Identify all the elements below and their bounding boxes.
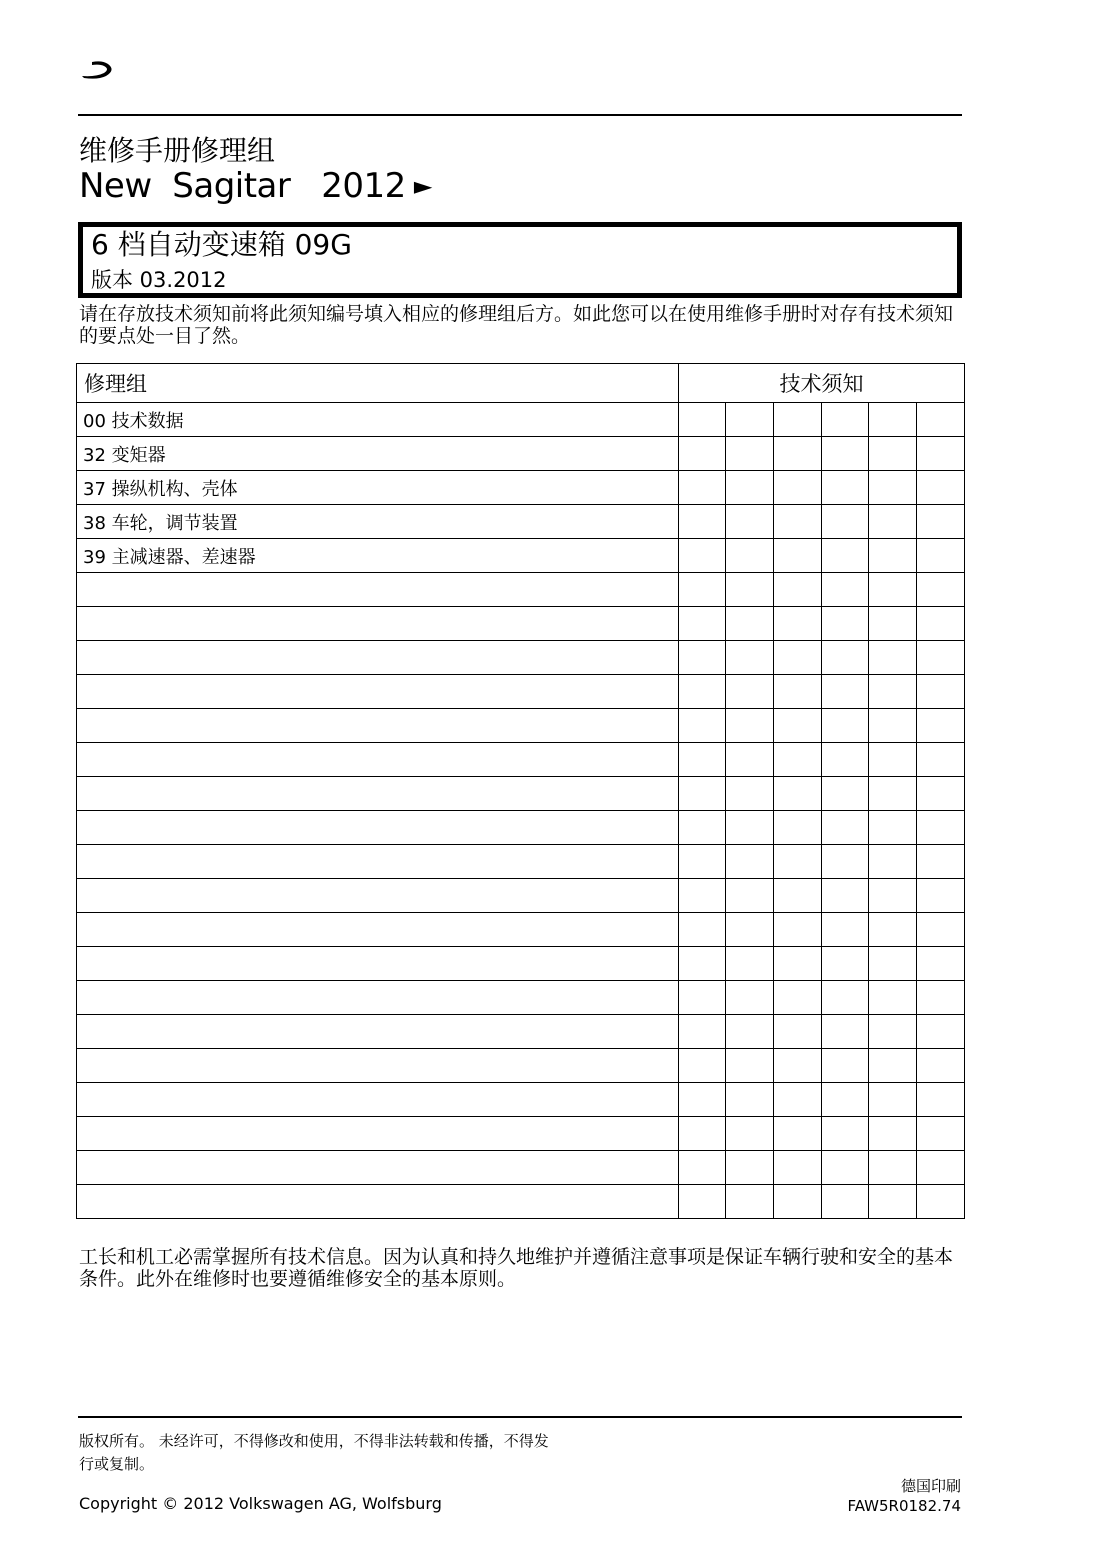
technical-note-cell[interactable]	[917, 845, 965, 879]
table-row	[77, 879, 965, 913]
technical-note-cell[interactable]	[726, 437, 774, 471]
technical-note-cell[interactable]	[917, 777, 965, 811]
technical-note-cell[interactable]	[726, 1185, 774, 1219]
repair-group-cell	[77, 1083, 679, 1117]
technical-note-cell[interactable]	[774, 1151, 822, 1185]
technical-note-cell[interactable]	[869, 811, 917, 845]
technical-note-cell[interactable]	[774, 845, 822, 879]
technical-note-cell[interactable]	[822, 607, 869, 641]
technical-note-cell[interactable]	[822, 709, 869, 743]
technical-note-cell[interactable]	[726, 743, 774, 777]
technical-note-cell[interactable]	[869, 437, 917, 471]
technical-note-cell[interactable]	[679, 1185, 726, 1219]
table-row	[77, 471, 965, 505]
technical-note-cell[interactable]	[822, 675, 869, 709]
technical-note-cell[interactable]	[774, 505, 822, 539]
repair-group-cell	[77, 1049, 679, 1083]
technical-note-cell[interactable]	[917, 437, 965, 471]
repair-group-cell	[77, 845, 679, 879]
technical-note-cell[interactable]	[869, 1049, 917, 1083]
technical-note-cell[interactable]	[774, 471, 822, 505]
technical-note-cell[interactable]	[917, 1049, 965, 1083]
technical-note-cell[interactable]	[917, 1151, 965, 1185]
technical-note-cell[interactable]	[774, 1015, 822, 1049]
technical-note-cell[interactable]	[774, 641, 822, 675]
manual-title-box	[78, 222, 962, 298]
technical-note-cell[interactable]	[774, 437, 822, 471]
technical-note-cell[interactable]	[869, 1117, 917, 1151]
technical-note-cell[interactable]	[679, 675, 726, 709]
technical-note-cell[interactable]	[917, 1185, 965, 1219]
technical-note-cell[interactable]	[679, 505, 726, 539]
table-row	[77, 573, 965, 607]
technical-note-cell[interactable]	[726, 607, 774, 641]
technical-note-cell[interactable]	[726, 641, 774, 675]
technical-note-cell[interactable]	[679, 1015, 726, 1049]
technical-note-cell[interactable]	[822, 573, 869, 607]
technical-note-cell[interactable]	[726, 879, 774, 913]
table-row	[77, 913, 965, 947]
technical-note-cell[interactable]	[822, 539, 869, 573]
table-row	[77, 1083, 965, 1117]
table-row	[77, 777, 965, 811]
technical-note-cell[interactable]	[726, 1015, 774, 1049]
technical-note-cell[interactable]	[822, 641, 869, 675]
technical-note-cell[interactable]	[822, 403, 869, 437]
repair-group-cell	[77, 675, 679, 709]
series-title: 维修手册修理组	[79, 134, 276, 167]
table-row	[77, 1049, 965, 1083]
table-row	[77, 641, 965, 675]
table-row	[77, 709, 965, 743]
repair-group-cell	[77, 743, 679, 777]
technical-note-cell[interactable]	[679, 1117, 726, 1151]
table-row	[77, 981, 965, 1015]
repair-group-cell	[77, 1185, 679, 1219]
technical-note-cell[interactable]	[822, 981, 869, 1015]
technical-note-cell[interactable]	[679, 913, 726, 947]
technical-note-cell[interactable]	[726, 505, 774, 539]
repair-group-cell: 38 车轮，调节装置	[77, 505, 679, 539]
technical-note-cell[interactable]	[679, 1083, 726, 1117]
table-header-row	[77, 364, 965, 403]
repair-group-table	[76, 363, 965, 1219]
technical-note-cell[interactable]	[822, 505, 869, 539]
technical-note-cell[interactable]	[679, 811, 726, 845]
technical-note-cell[interactable]	[917, 641, 965, 675]
model-title	[79, 166, 432, 209]
technical-note-cell[interactable]	[679, 607, 726, 641]
technical-note-cell[interactable]	[917, 811, 965, 845]
repair-group-cell	[77, 1117, 679, 1151]
header-rule	[78, 114, 962, 116]
technical-note-cell[interactable]	[726, 709, 774, 743]
technical-note-cell[interactable]	[774, 879, 822, 913]
technical-note-cell[interactable]	[774, 1117, 822, 1151]
technical-note-cell[interactable]	[869, 777, 917, 811]
technical-note-cell[interactable]	[822, 1151, 869, 1185]
rights-notice-line1: 版权所有。 未经许可，不得修改和使用，不得非法转载和传播，不得发	[79, 1432, 549, 1450]
technical-note-cell[interactable]	[774, 403, 822, 437]
technical-note-cell[interactable]	[869, 947, 917, 981]
technical-note-cell[interactable]	[822, 743, 869, 777]
technical-note-cell[interactable]	[726, 539, 774, 573]
repair-group-cell	[77, 777, 679, 811]
technical-note-cell[interactable]	[726, 777, 774, 811]
technical-note-cell[interactable]	[774, 981, 822, 1015]
technical-note-cell[interactable]	[726, 845, 774, 879]
technical-note-cell[interactable]	[869, 471, 917, 505]
technical-note-cell[interactable]	[822, 1015, 869, 1049]
repair-group-cell: 37 操纵机构、壳体	[77, 471, 679, 505]
technical-note-cell[interactable]	[726, 1049, 774, 1083]
technical-note-cell[interactable]	[726, 981, 774, 1015]
technical-note-cell[interactable]	[679, 437, 726, 471]
technical-note-cell[interactable]	[869, 845, 917, 879]
closing-text: 工长和机工必需掌握所有技术信息。因为认真和持久地维护并遵循注意事项是保证车辆行驶和安全的基本条件。此外在维修时也要遵循维修安全的基本原则。	[79, 1246, 954, 1290]
technical-note-cell[interactable]	[869, 403, 917, 437]
technical-note-cell[interactable]	[869, 879, 917, 913]
technical-note-cell[interactable]	[774, 573, 822, 607]
technical-note-cell[interactable]	[917, 505, 965, 539]
header-repair-group: 修理组	[77, 364, 679, 403]
technical-note-cell[interactable]	[822, 845, 869, 879]
table-row	[77, 1117, 965, 1151]
technical-note-cell[interactable]	[869, 641, 917, 675]
repair-group-cell	[77, 1015, 679, 1049]
continue-arrow-icon: ►	[413, 172, 432, 200]
technical-note-cell[interactable]	[869, 573, 917, 607]
printed-in-label: 德国印刷	[900, 1477, 961, 1495]
technical-note-cell[interactable]	[869, 1015, 917, 1049]
technical-note-cell[interactable]	[774, 1049, 822, 1083]
repair-group-cell: 39 主减速器、差速器	[77, 539, 679, 573]
technical-note-cell[interactable]	[726, 811, 774, 845]
technical-note-cell[interactable]	[917, 1083, 965, 1117]
technical-note-cell[interactable]	[822, 879, 869, 913]
table-row	[77, 1185, 965, 1219]
repair-group-cell	[77, 947, 679, 981]
technical-note-cell[interactable]	[917, 709, 965, 743]
technical-note-cell[interactable]	[869, 743, 917, 777]
technical-note-cell[interactable]	[869, 1083, 917, 1117]
technical-note-cell[interactable]	[917, 403, 965, 437]
technical-note-cell[interactable]	[869, 505, 917, 539]
table-row	[77, 811, 965, 845]
technical-note-cell[interactable]	[774, 1083, 822, 1117]
repair-group-cell	[77, 913, 679, 947]
edition-label: 版本 03.2012	[91, 268, 227, 292]
technical-note-cell[interactable]	[774, 675, 822, 709]
copyright-line: Copyright © 2012 Volkswagen AG, Wolfsburg	[79, 1494, 442, 1513]
technical-note-cell[interactable]	[726, 573, 774, 607]
model-title-text: New Sagitar 2012	[79, 166, 406, 206]
technical-note-cell[interactable]	[917, 1015, 965, 1049]
technical-note-cell[interactable]	[917, 675, 965, 709]
brand-logo	[80, 58, 116, 84]
technical-note-cell[interactable]	[679, 403, 726, 437]
technical-note-cell[interactable]	[726, 947, 774, 981]
repair-group-cell	[77, 709, 679, 743]
table-row	[77, 1015, 965, 1049]
technical-note-cell[interactable]	[726, 1117, 774, 1151]
technical-note-cell[interactable]	[679, 641, 726, 675]
technical-note-cell[interactable]	[726, 1083, 774, 1117]
technical-note-cell[interactable]	[917, 573, 965, 607]
technical-note-cell[interactable]	[917, 539, 965, 573]
technical-note-cell[interactable]	[774, 913, 822, 947]
technical-note-cell[interactable]	[774, 777, 822, 811]
technical-note-cell[interactable]	[679, 845, 726, 879]
technical-note-cell[interactable]	[774, 607, 822, 641]
technical-note-cell[interactable]	[869, 539, 917, 573]
repair-group-cell	[77, 641, 679, 675]
intro-text: 请在存放技术须知前将此须知编号填入相应的修理组后方。如此您可以在使用维修手册时对存有技术须知的要点处一目了然。	[79, 303, 954, 347]
technical-note-cell[interactable]	[917, 879, 965, 913]
rights-notice-line2: 行或复制。	[79, 1455, 155, 1473]
technical-note-cell[interactable]	[774, 709, 822, 743]
technical-note-cell[interactable]	[822, 913, 869, 947]
technical-note-cell[interactable]	[726, 675, 774, 709]
technical-note-cell[interactable]	[917, 947, 965, 981]
technical-note-cell[interactable]	[679, 879, 726, 913]
technical-note-cell[interactable]	[726, 913, 774, 947]
technical-note-cell[interactable]	[679, 947, 726, 981]
technical-note-cell[interactable]	[726, 1151, 774, 1185]
repair-group-cell	[77, 573, 679, 607]
technical-note-cell[interactable]	[822, 777, 869, 811]
footer-rule	[78, 1416, 962, 1418]
table-row	[77, 1151, 965, 1185]
technical-note-cell[interactable]	[869, 607, 917, 641]
repair-group-cell	[77, 811, 679, 845]
table-row	[77, 845, 965, 879]
repair-group-cell: 32 变矩器	[77, 437, 679, 471]
technical-note-cell[interactable]	[679, 1049, 726, 1083]
technical-note-cell[interactable]	[774, 1185, 822, 1219]
table-row	[77, 607, 965, 641]
technical-note-cell[interactable]	[774, 947, 822, 981]
document-code: FAW5R0182.74	[847, 1497, 961, 1515]
technical-note-cell[interactable]	[679, 981, 726, 1015]
table-row	[77, 539, 965, 573]
repair-group-cell: 00 技术数据	[77, 403, 679, 437]
technical-note-cell[interactable]	[917, 607, 965, 641]
manual-title: 6 档自动变速箱 09G	[91, 228, 352, 261]
table-row	[77, 437, 965, 471]
technical-note-cell[interactable]	[679, 573, 726, 607]
technical-note-cell[interactable]	[822, 471, 869, 505]
table-row	[77, 675, 965, 709]
table-row	[77, 403, 965, 437]
technical-note-cell[interactable]	[917, 913, 965, 947]
technical-note-cell[interactable]	[822, 1083, 869, 1117]
technical-note-cell[interactable]	[917, 471, 965, 505]
technical-note-cell[interactable]	[822, 1185, 869, 1219]
technical-note-cell[interactable]	[822, 1117, 869, 1151]
technical-note-cell[interactable]	[679, 539, 726, 573]
repair-group-cell	[77, 981, 679, 1015]
technical-note-cell[interactable]	[869, 1151, 917, 1185]
repair-group-cell	[77, 879, 679, 913]
technical-note-cell[interactable]	[774, 811, 822, 845]
technical-note-cell[interactable]	[679, 743, 726, 777]
header-technical-notes: 技术须知	[679, 364, 965, 403]
table-row	[77, 505, 965, 539]
technical-note-cell[interactable]	[869, 675, 917, 709]
repair-group-cell	[77, 1151, 679, 1185]
technical-note-cell[interactable]	[917, 743, 965, 777]
technical-note-cell[interactable]	[822, 947, 869, 981]
technical-note-cell[interactable]	[774, 743, 822, 777]
technical-note-cell[interactable]	[869, 913, 917, 947]
technical-note-cell[interactable]	[726, 403, 774, 437]
table-row	[77, 743, 965, 777]
technical-note-cell[interactable]	[679, 1151, 726, 1185]
technical-note-cell[interactable]	[726, 471, 774, 505]
technical-note-cell[interactable]	[869, 1185, 917, 1219]
technical-note-cell[interactable]	[822, 1049, 869, 1083]
technical-note-cell[interactable]	[917, 1117, 965, 1151]
technical-note-cell[interactable]	[822, 437, 869, 471]
technical-note-cell[interactable]	[679, 709, 726, 743]
technical-note-cell[interactable]	[917, 981, 965, 1015]
technical-note-cell[interactable]	[774, 539, 822, 573]
repair-group-cell	[77, 607, 679, 641]
technical-note-cell[interactable]	[822, 811, 869, 845]
technical-note-cell[interactable]	[869, 709, 917, 743]
technical-note-cell[interactable]	[679, 777, 726, 811]
table-row	[77, 947, 965, 981]
technical-note-cell[interactable]	[679, 471, 726, 505]
technical-note-cell[interactable]	[869, 981, 917, 1015]
